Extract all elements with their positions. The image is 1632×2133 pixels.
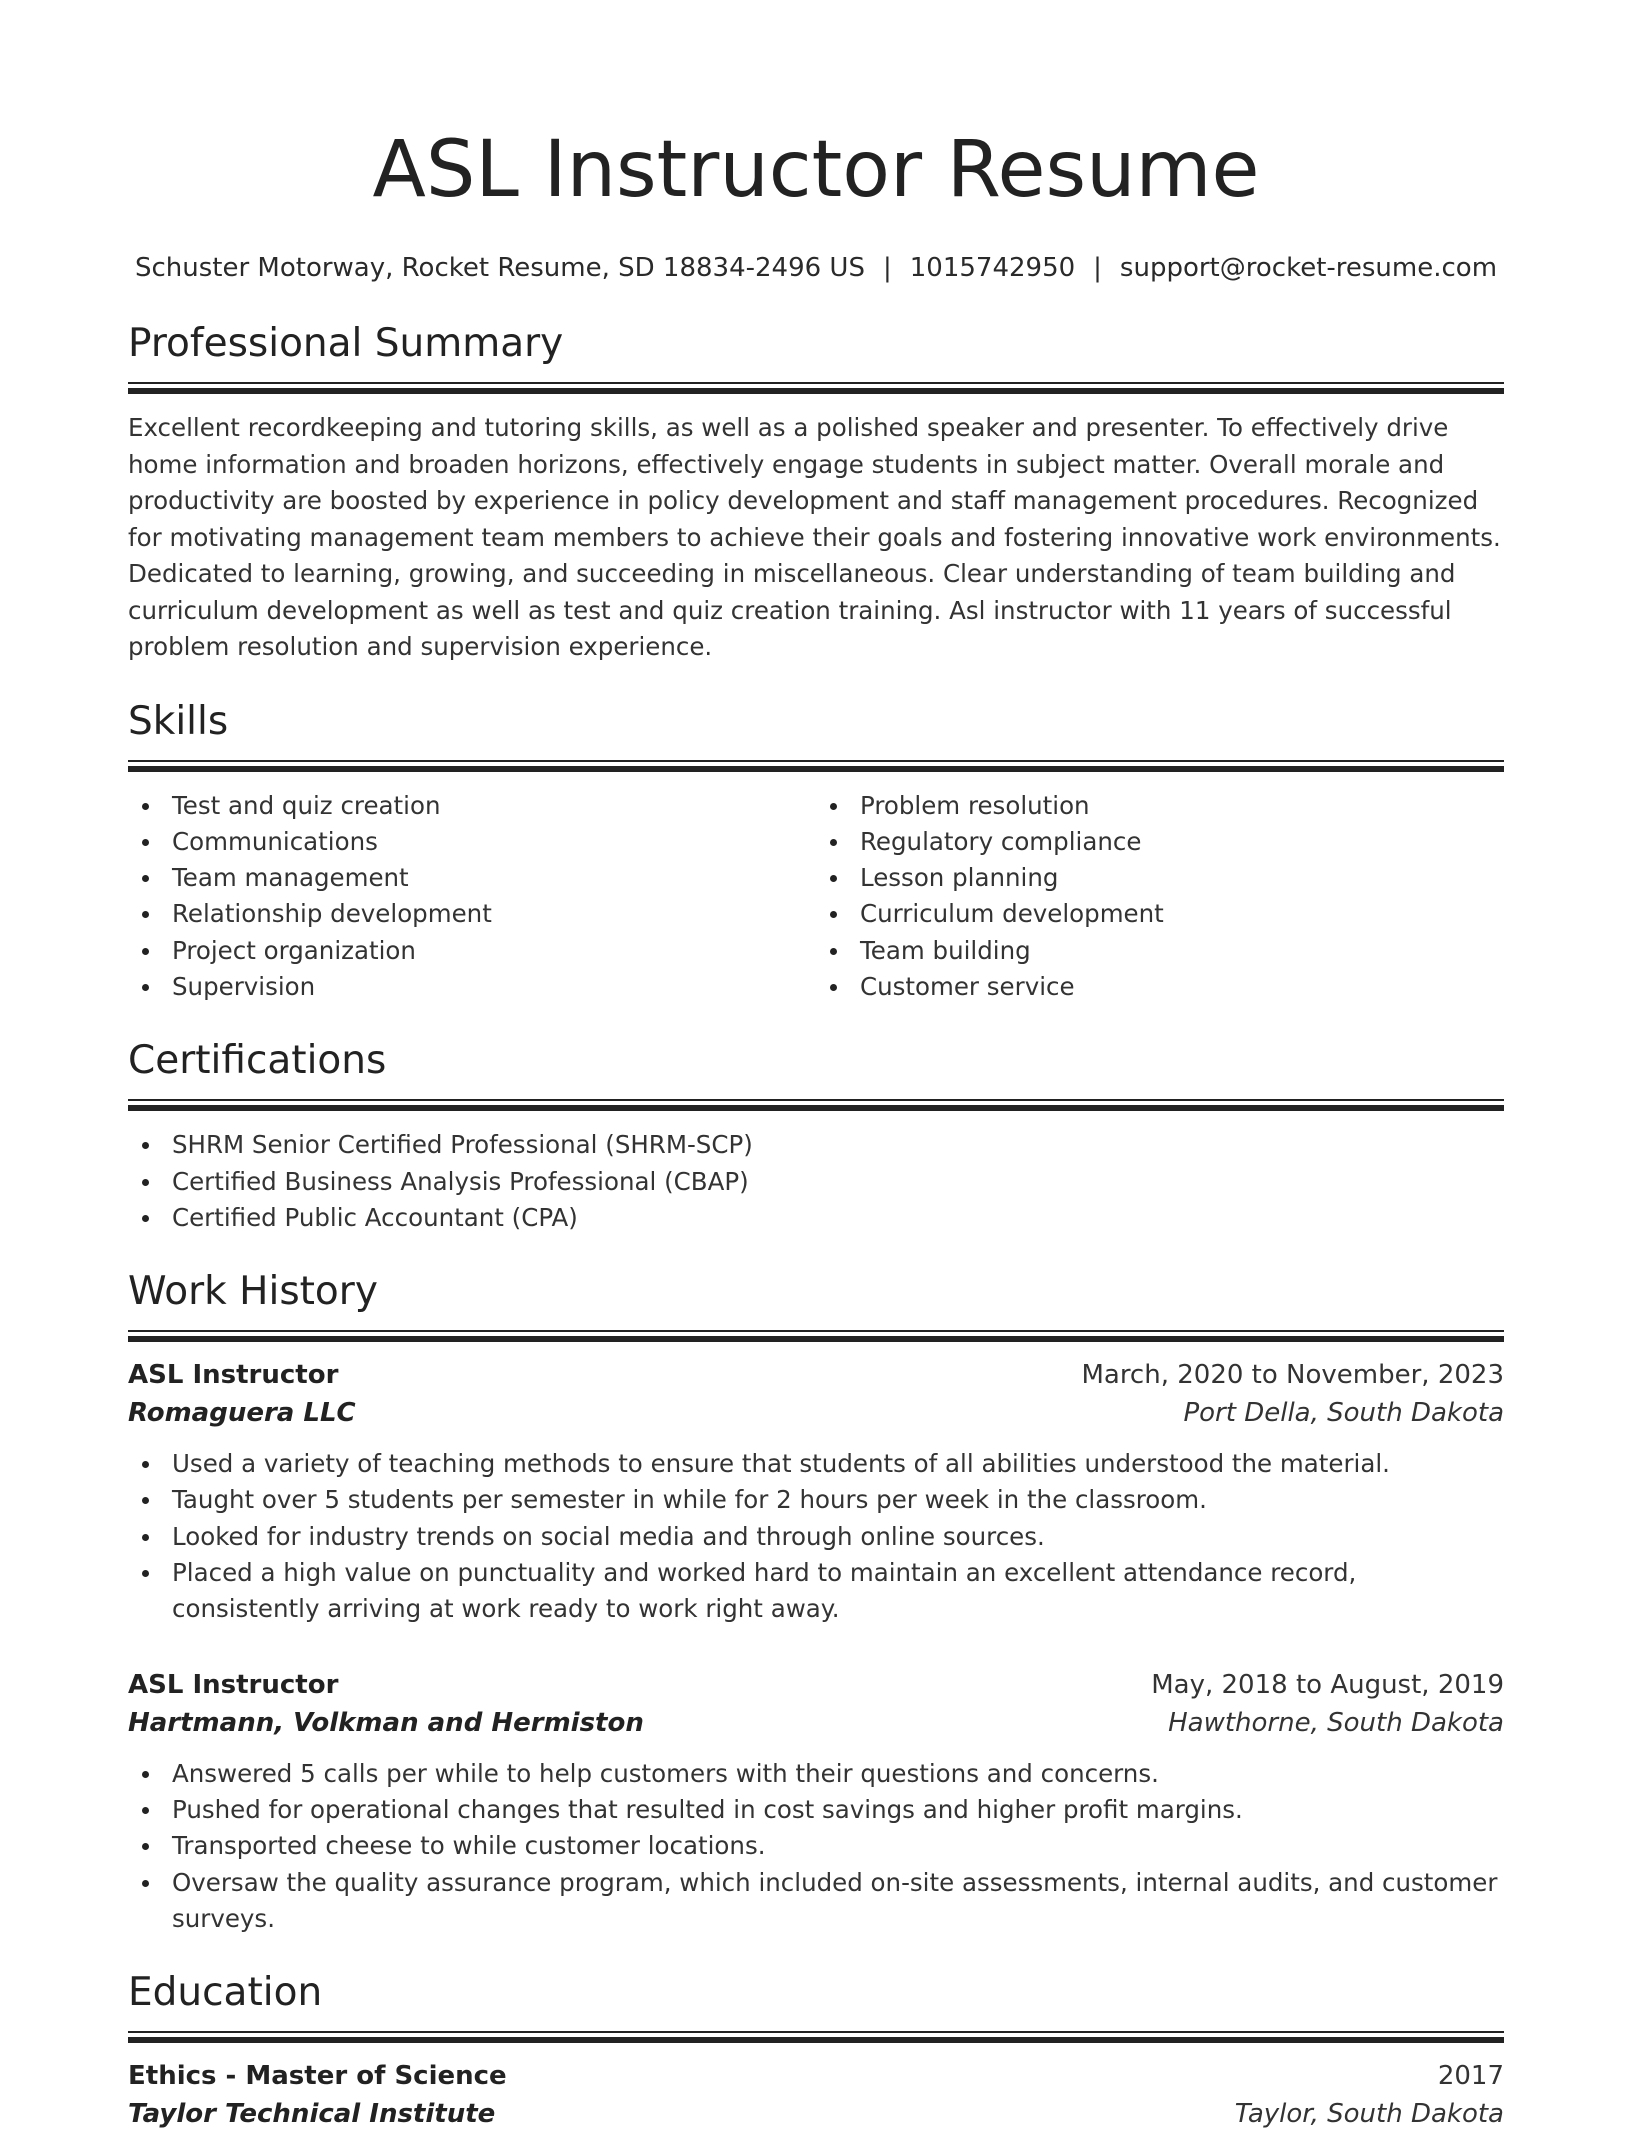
job-title: ASL Instructor	[128, 1360, 339, 1391]
skills-list-right	[816, 788, 1504, 1006]
job-company: Hartmann, Volkman and Hermiston	[128, 1707, 644, 1738]
skill-item: Curriculum development	[816, 896, 1504, 932]
skills-section	[128, 696, 1504, 1006]
job-location: Port Della, South Dakota	[1183, 1398, 1504, 1429]
job-duty-item: Pushed for operational changes that resulted in cost savings and higher profit margins.	[128, 1792, 1504, 1828]
certification-item: Certified Business Analysis Professional (CBAP)	[128, 1164, 1504, 1200]
section-divider	[128, 2031, 1504, 2043]
job-location: Hawthorne, South Dakota	[1168, 1707, 1504, 1738]
skills-grid	[128, 788, 1504, 1006]
skills-list-left	[128, 788, 816, 1006]
work-history-section	[128, 1266, 1504, 1937]
job-dates: March, 2020 to November, 2023	[1081, 1360, 1504, 1391]
job-duty-item: Oversaw the quality assurance program, which included on-site assessments, internal audits, and customer surveys.	[128, 1865, 1504, 1938]
job-duty-item: Placed a high value on punctuality and worked hard to maintain an excellent attendance record, consistently arriving at work ready to work right away.	[128, 1555, 1504, 1628]
certification-item: SHRM Senior Certified Professional (SHRM-SCP)	[128, 1127, 1504, 1163]
certification-item: Certified Public Accountant (CPA)	[128, 1200, 1504, 1236]
contact-separator: |	[1093, 253, 1102, 283]
section-divider	[128, 760, 1504, 772]
job-entry	[128, 1666, 1504, 1937]
education-degree: Ethics - Master of Science	[128, 2061, 507, 2092]
job-duties-list	[128, 1756, 1504, 1937]
job-entry	[128, 1356, 1504, 1627]
section-heading-work-history: Work History	[128, 1269, 378, 1315]
section-heading-education: Education	[128, 1970, 323, 2016]
education-subheader-row	[128, 2095, 1504, 2133]
summary-text: Excellent recordkeeping and tutoring skills, as well as a polished speaker and presenter. To effectively drive home information and broaden horizons, effectively engage students in subject matter. Overall morale and productivity are boosted by experience in policy development and staff management procedures. Recognized for motivating management team members to achieve their goals and fostering innovative work environments. Dedicated to learning, growing, and succeeding in miscellaneous. Clear understanding of team building and curriculum development as well as test and quiz creation training. Asl instructor with 11 years of successful problem resolution and supervision experience.	[128, 413, 1501, 661]
job-title: ASL Instructor	[128, 1669, 339, 1700]
skill-item: Regulatory compliance	[816, 824, 1504, 860]
job-header-row	[128, 1666, 1504, 1704]
job-duty-item: Taught over 5 students per semester in while for 2 hours per week in the classroom.	[128, 1482, 1504, 1518]
education-header-row	[128, 2057, 1504, 2095]
skill-item: Problem resolution	[816, 788, 1504, 824]
skill-item: Supervision	[128, 969, 816, 1005]
skill-item: Project organization	[128, 933, 816, 969]
job-company: Romaguera LLC	[128, 1398, 356, 1429]
skill-item: Customer service	[816, 969, 1504, 1005]
contact-email: support@rocket-resume.com	[1119, 253, 1498, 283]
section-heading-summary: Professional Summary	[128, 321, 564, 366]
contact-line	[128, 248, 1504, 288]
section-divider	[128, 382, 1504, 394]
job-duty-item: Used a variety of teaching methods to ensure that students of all abilities understood the material.	[128, 1446, 1504, 1482]
education-year: 2017	[1437, 2061, 1504, 2092]
job-duty-item: Transported cheese to while customer locations.	[128, 1828, 1504, 1864]
education-location: Taylor, South Dakota	[1234, 2099, 1504, 2130]
resume-title: ASL Instructor Resume	[372, 125, 1260, 215]
section-divider	[128, 1330, 1504, 1342]
job-duty-item: Looked for industry trends on social media and through online sources.	[128, 1519, 1504, 1555]
section-divider	[128, 1099, 1504, 1111]
job-header-row	[128, 1356, 1504, 1394]
job-subheader-row	[128, 1704, 1504, 1742]
skill-item: Communications	[128, 824, 816, 860]
job-dates: May, 2018 to August, 2019	[1151, 1669, 1504, 1700]
skill-item: Team building	[816, 933, 1504, 969]
certifications-list	[128, 1127, 1504, 1236]
contact-phone: 1015742950	[909, 253, 1076, 283]
section-heading-skills: Skills	[128, 698, 229, 744]
skill-item: Relationship development	[128, 896, 816, 932]
education-school: Taylor Technical Institute	[128, 2099, 496, 2130]
contact-separator: |	[882, 253, 892, 283]
education-section	[128, 1967, 1504, 2133]
job-duty-item: Answered 5 calls per while to help customers with their questions and concerns.	[128, 1756, 1504, 1792]
education-entry	[128, 2057, 1504, 2133]
skill-item: Team management	[128, 860, 816, 896]
skill-item: Lesson planning	[816, 860, 1504, 896]
skill-item: Test and quiz creation	[128, 788, 816, 824]
summary-section	[128, 318, 1504, 666]
job-subheader-row	[128, 1394, 1504, 1432]
certifications-section	[128, 1035, 1504, 1236]
contact-address: Schuster Motorway, Rocket Resume, SD 18834-2496 US	[134, 253, 865, 283]
job-duties-list	[128, 1446, 1504, 1627]
section-heading-certifications: Certifications	[128, 1038, 387, 1084]
